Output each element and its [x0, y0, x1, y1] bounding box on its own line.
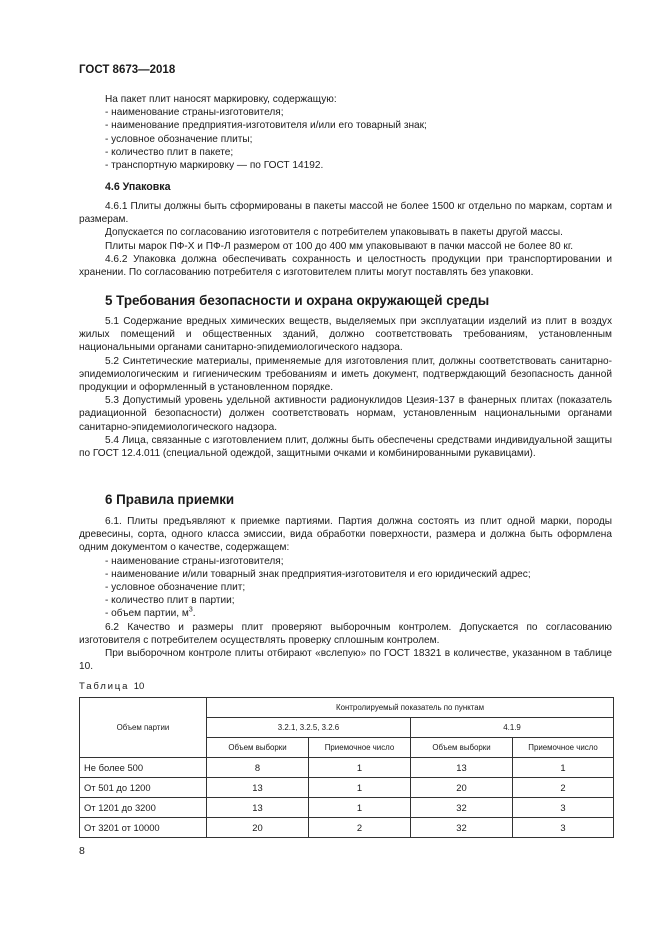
- cell-accept-1: 1: [309, 758, 411, 778]
- table-caption: [79, 681, 144, 692]
- packaging-paragraph: 4.6.1 Плиты должны быть сформированы в пакеты массой не более 1500 кг отдельно по маркам, сортам и размерам.: [79, 201, 612, 226]
- cell-sample-2: 20: [411, 778, 513, 798]
- acceptance-item: - количество плит в партии;: [105, 595, 235, 607]
- packaging-paragraph: 4.6.2 Упаковка должна обеспечивать сохранность и целостность продукции при транспортировании и хранении. По согласованию потребителя с изготовителем плиты могут поставлять без упаковки.: [79, 253, 612, 279]
- acceptance-item: - наименование страны-изготовителя;: [105, 555, 284, 567]
- section-5-body: [79, 315, 612, 460]
- cell-accept-2: 1: [513, 758, 614, 778]
- section-5-paragraph: 5.1 Содержание вредных химических веществ, выделяемых при эксплуатации изделий из плит в воздух жилых помещений и общественных зданий, должно соответствовать требованиям, установленным национальными органами санитарно-эпидемиологического надзора.: [79, 316, 612, 354]
- volume-end: .: [192, 608, 196, 620]
- cell-batch: От 3201 от 10000: [80, 818, 207, 838]
- packaging-paragraph: Плиты марок ПФ-Х и ПФ-Л размером от 100 до 400 мм упаковывают в пачки массой не более 80 кг.: [105, 240, 574, 252]
- marking-item: - условное обозначение плиты;: [105, 133, 253, 145]
- section-6-paragraph: При выборочном контроле плиты отбирают «вслепую» по ГОСТ 18321 в количестве, указанном в таблице 10.: [79, 648, 612, 673]
- cell-accept-2: 2: [513, 778, 614, 798]
- section-5-paragraph: 5.3 Допустимый уровень удельной активности радионуклидов Цезия-137 в фанерных плитах (показатель радиационной безопасности) должен соответствовать нормам, установленным национальными органами санитарно-эпидемиологического надзора.: [79, 395, 612, 433]
- marking-block: [79, 93, 612, 172]
- acceptance-item: - условное обозначение плит;: [105, 582, 246, 594]
- col-header-accept: Приемочное число: [309, 738, 411, 758]
- volume-superscript: 3: [188, 607, 193, 615]
- sampling-table: [79, 697, 614, 838]
- cell-sample-1: 13: [207, 798, 309, 818]
- marking-intro: На пакет плит наносят маркировку, содержащую:: [105, 94, 337, 105]
- cell-accept-1: 1: [309, 798, 411, 818]
- marking-item: - количество плит в пакете;: [105, 146, 234, 158]
- cell-accept-1: 2: [309, 818, 411, 838]
- col-header-batch: Объем партии: [80, 698, 207, 758]
- col-header-sample: Объем выборки: [411, 738, 513, 758]
- cell-accept-2: 3: [513, 798, 614, 818]
- cell-batch: От 1201 до 3200: [80, 798, 207, 818]
- cell-sample-1: 20: [207, 818, 309, 838]
- marking-item: - транспортную маркировку — по ГОСТ 14192.: [105, 160, 324, 172]
- marking-item: - наименование предприятия-изготовителя и/или его товарный знак;: [105, 120, 427, 132]
- table-caption-label: Таблица: [79, 681, 130, 692]
- page-number: 8: [79, 845, 85, 857]
- table-row: [80, 818, 614, 838]
- table-row: [80, 798, 614, 818]
- acceptance-item-volume: [79, 607, 612, 620]
- packaging-block: [79, 200, 612, 279]
- packaging-heading: 4.6 Упаковка: [105, 181, 171, 193]
- section-5-paragraph: 5.4 Лица, связанные с изготовлением плит, должны быть обеспечены средствами индивидуальной защиты по ГОСТ 12.4.011 (специальной одеждой, защитными очками и комбинированными рукавицами).: [79, 434, 612, 460]
- cell-accept-2: 3: [513, 818, 614, 838]
- volume-text: - объем партии, м: [105, 608, 189, 620]
- section-6-heading: 6 Правила приемки: [105, 492, 235, 507]
- cell-sample-2: 32: [411, 818, 513, 838]
- cell-accept-1: 1: [309, 778, 411, 798]
- packaging-paragraph: Допускается по согласованию изготовителя с потребителем упаковывать в пакеты другой массы.: [105, 227, 563, 239]
- cell-sample-1: 8: [207, 758, 309, 778]
- section-6-paragraph: 6.2 Качество и размеры плит проверяют выборочным контролем. Допускается по согласованию изготовителя с потребителем осуществлять проверку сплошным контролем.: [79, 621, 612, 646]
- cell-sample-1: 13: [207, 778, 309, 798]
- col-header-sample: Объем выборки: [207, 738, 309, 758]
- cell-sample-2: 13: [411, 758, 513, 778]
- col-subheader-1: 3.2.1, 3.2.5, 3.2.6: [207, 718, 411, 738]
- col-header-accept: Приемочное число: [513, 738, 614, 758]
- acceptance-item: - наименование и/или товарный знак предприятия-изготовителя и его юридический адрес;: [105, 568, 531, 580]
- cell-batch: Не более 500: [80, 758, 207, 778]
- section-6-body: [79, 515, 612, 673]
- section-5-heading: 5 Требования безопасности и охрана окружающей среды: [105, 293, 490, 308]
- cell-sample-2: 32: [411, 798, 513, 818]
- marking-item: - наименование страны-изготовителя;: [105, 107, 284, 119]
- col-subheader-2: 4.1.9: [411, 718, 614, 738]
- document-header: ГОСТ 8673—2018: [79, 64, 176, 76]
- cell-batch: От 501 до 1200: [80, 778, 207, 798]
- table-caption-number: 10: [133, 681, 145, 692]
- section-6-paragraph: 6.1. Плиты предъявляют к приемке партиями. Партия должна состоять из плит одной марки, породы древесины, сорта, одного класса эмиссии, вида обработки поверхности, размера и должна быть оформлена одним документом о качестве, содержащем:: [79, 516, 612, 554]
- section-5-paragraph: 5.2 Синтетические материалы, применяемые для изготовления плит, должны соответствовать санитарно-эпидемиологическим и гигиеническим требованиям и иметь документ, подтверждающий безопасность данной продукции и оформленный в установленном порядке.: [79, 355, 612, 394]
- col-header-group: Контролируемый показатель по пунктам: [207, 698, 614, 718]
- table-row: [80, 758, 614, 778]
- table-row: [80, 778, 614, 798]
